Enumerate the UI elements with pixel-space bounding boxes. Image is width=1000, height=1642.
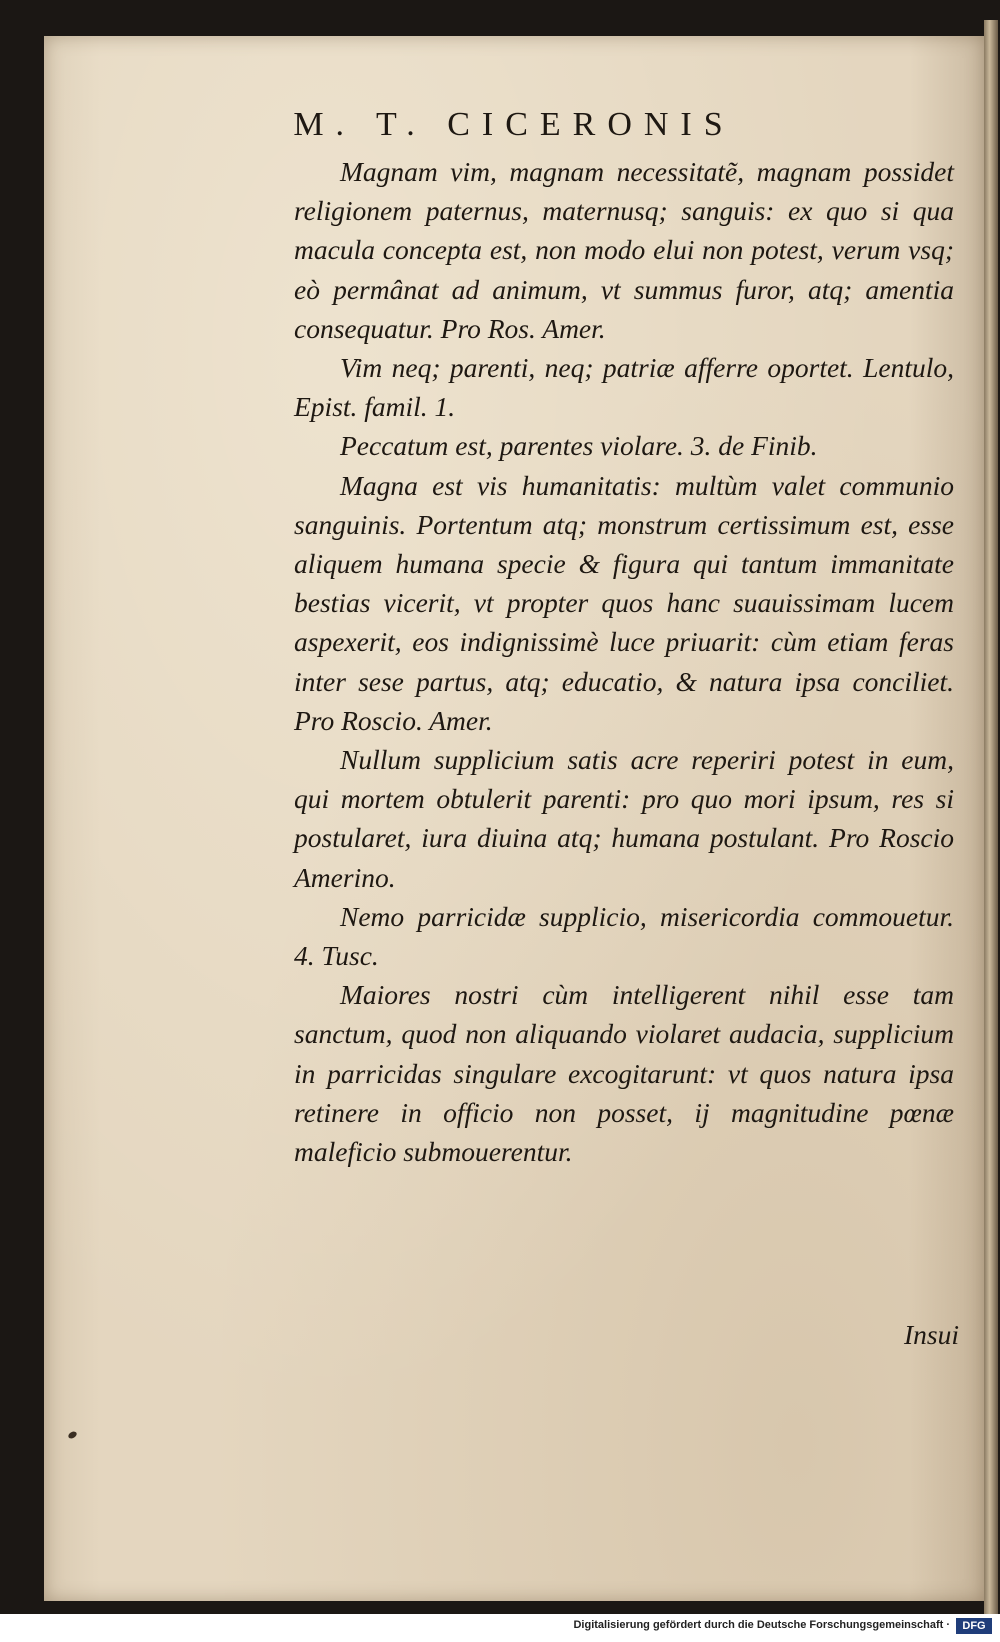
footer-bar	[0, 1614, 1000, 1642]
paragraph: Peccatum est, parentes violare. 3. de Finib.	[340, 430, 818, 462]
funding-credit: Digitalisierung gefördert durch die Deutsche Forschungsgemeinschaft ·	[573, 1619, 950, 1631]
dfg-logo: DFG	[956, 1618, 992, 1634]
book-page	[44, 36, 984, 1601]
paragraph: Maiores nostri cùm intelligerent nihil esse tam sanctum, quod non aliquando violaret audacia, supplicium in parricidas singulare excogitarunt: vt quos natura ipsa retinere in officio non posset, ij magnitudine pœnæ maleficio submouerentur.	[294, 979, 954, 1168]
paragraph: Vim neq; parenti, neq; patriæ afferre oportet. Lentulo, Epist. famil. 1.	[294, 352, 954, 423]
text-block	[294, 152, 954, 1171]
catchword: Insui	[904, 1319, 959, 1350]
paragraph: Magna est vis humanitatis: multùm valet communio sanguinis. Portentum atq; monstrum certissimum est, esse aliquem humana specie & figura qui tantum immanitate bestias vicerit, vt propter quos hanc suauissimam lucem aspexerit, eos indignissimè luce priuarit: cùm etiam feras inter sese partus, atq; educatio, & natura ipsa conciliet. Pro Roscio. Amer.	[294, 469, 954, 736]
book-edge	[984, 20, 998, 1620]
paragraph: Magnam vim, magnam necessitatẽ, magnam possidet religionem paternus, maternusq; sanguis: ex quo si qua macula concepta est, non modo elui non potest, verum vsq; eò permânat ad animum, vt summus furor, atq; amentia consequatur. Pro Ros. Amer.	[294, 156, 954, 344]
running-head: M. T. CICERONIS	[293, 106, 735, 143]
paragraph: Nemo parricidæ supplicio, misericordia commouetur. 4. Tusc.	[294, 900, 954, 972]
paragraph: Nullum supplicium satis acre reperiri potest in eum, qui mortem obtulerit parenti: pro quo mori ipsum, res si postularet, iura diuina atq; humana postulant. Pro Roscio Amerino.	[294, 744, 954, 893]
